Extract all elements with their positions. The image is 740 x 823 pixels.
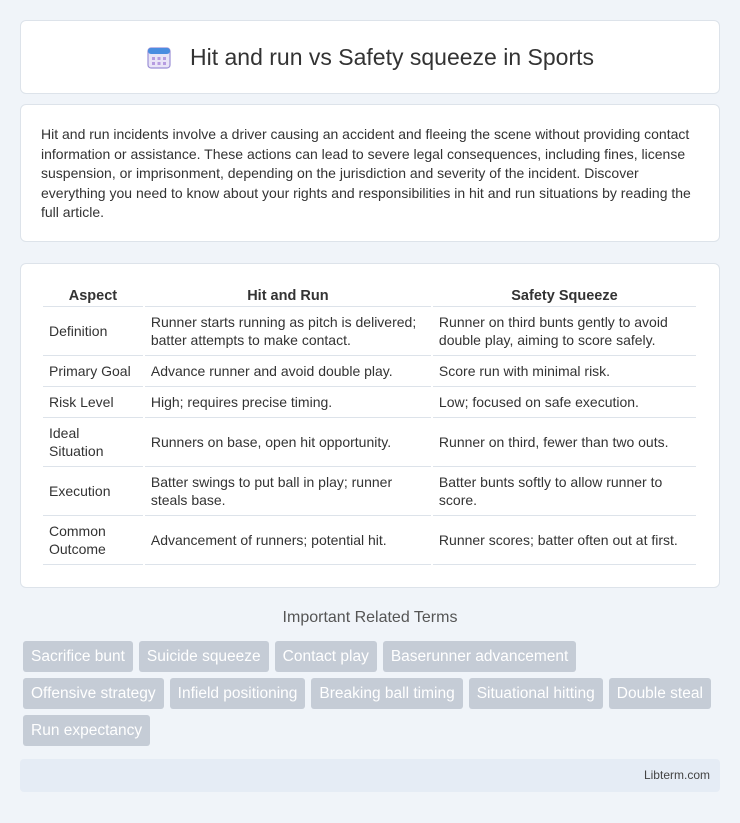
column-header: Aspect (43, 284, 143, 307)
intro-text: Hit and run incidents involve a driver causing an accident and fleeing the scene without providing contact information or assistance. These actions can lead to severe legal consequences, including fines, license suspension, or imprisonment, depending on the jurisdiction and severity of the incident. Discover everything you need to know about your rights and responsibilities in hit and run situations by reading the full article. (41, 126, 691, 220)
table-cell: Risk Level (43, 387, 143, 418)
table-cell: Ideal Situation (43, 418, 143, 467)
header-card (20, 20, 720, 94)
table-cell: Advancement of runners; potential hit. (145, 516, 431, 565)
footer (20, 759, 720, 792)
related-term-tag[interactable]: Offensive strategy (23, 678, 164, 709)
table-row (43, 307, 696, 356)
table-cell: High; requires precise timing. (145, 387, 431, 418)
column-header: Hit and Run (145, 284, 431, 307)
table-row (43, 467, 696, 516)
table-row (43, 418, 696, 467)
table-cell: Runner scores; batter often out at first. (433, 516, 696, 565)
comparison-table (41, 284, 698, 565)
table-cell: Definition (43, 307, 143, 356)
related-terms-title: Important Related Terms (282, 609, 458, 626)
related-term-tag[interactable]: Sacrifice bunt (23, 641, 133, 672)
column-header: Safety Squeeze (433, 284, 696, 307)
calendar-icon (146, 44, 172, 70)
related-term-tag[interactable]: Baserunner advancement (383, 641, 577, 672)
related-terms-list (23, 641, 723, 752)
related-term-tag[interactable]: Breaking ball timing (311, 678, 462, 709)
related-term-tag[interactable]: Infield positioning (170, 678, 306, 709)
table-cell: Score run with minimal risk. (433, 356, 696, 387)
table-cell: Runners on base, open hit opportunity. (145, 418, 431, 467)
table-cell: Primary Goal (43, 356, 143, 387)
related-term-tag[interactable]: Situational hitting (469, 678, 603, 709)
table-cell: Execution (43, 467, 143, 516)
table-cell: Runner starts running as pitch is delivered; batter attempts to make contact. (145, 307, 431, 356)
related-term-tag[interactable]: Run expectancy (23, 715, 150, 746)
table-cell: Common Outcome (43, 516, 143, 565)
comparison-card (20, 263, 720, 588)
table-row (43, 387, 696, 418)
table-cell: Batter bunts softly to allow runner to score. (433, 467, 696, 516)
related-term-tag[interactable]: Contact play (275, 641, 377, 672)
footer-site-link[interactable]: Libterm.com (643, 768, 710, 782)
page-title: Hit and run vs Safety squeeze in Sports (190, 43, 594, 70)
table-row (43, 516, 696, 565)
related-term-tag[interactable]: Suicide squeeze (139, 641, 269, 672)
table-cell: Advance runner and avoid double play. (145, 356, 431, 387)
related-term-tag[interactable]: Double steal (609, 678, 711, 709)
table-row (43, 356, 696, 387)
intro-card (20, 104, 720, 242)
table-cell: Runner on third, fewer than two outs. (433, 418, 696, 467)
table-cell: Runner on third bunts gently to avoid double play, aiming to score safely. (433, 307, 696, 356)
table-cell: Low; focused on safe execution. (433, 387, 696, 418)
table-cell: Batter swings to put ball in play; runner steals base. (145, 467, 431, 516)
table-header-row (43, 284, 696, 307)
